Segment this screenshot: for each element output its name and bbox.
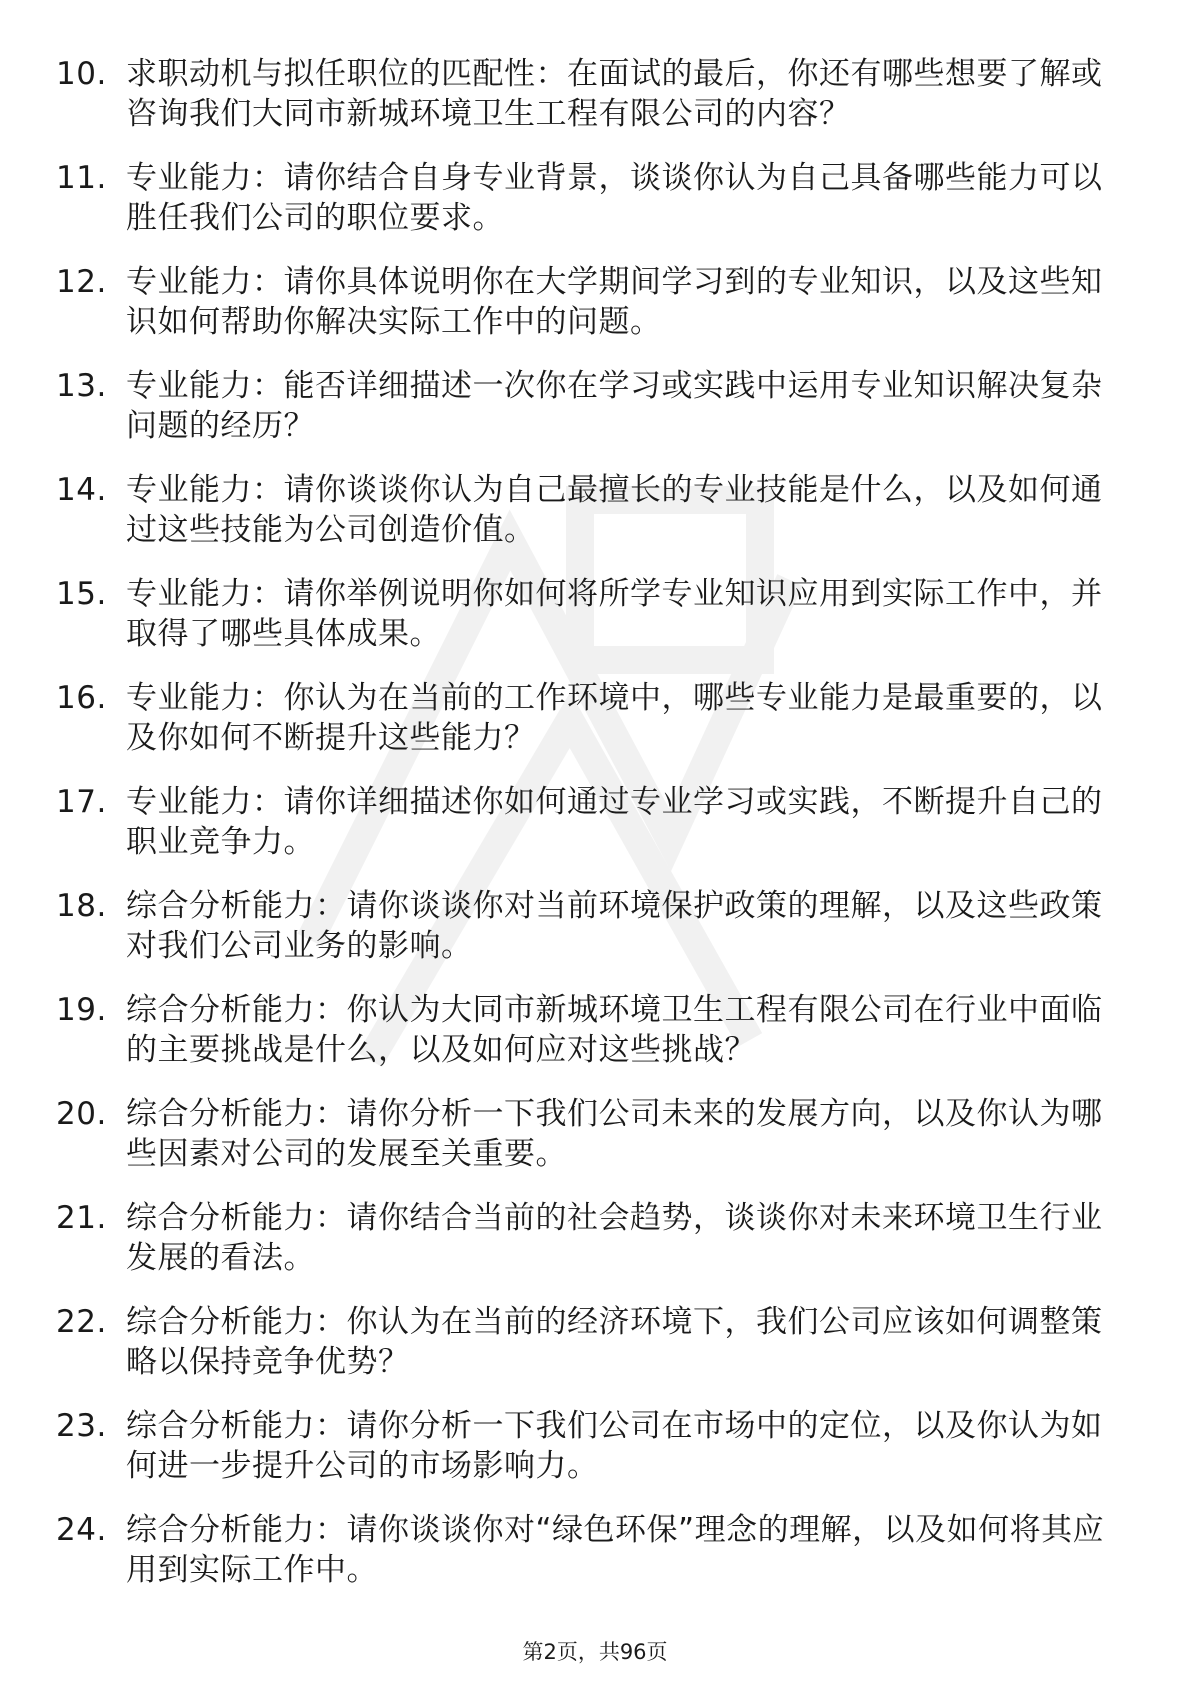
question-number: 21. xyxy=(56,1200,107,1236)
question-text: 综合分析能力：请你谈谈你对当前环境保护政策的理解，以及这些政策对我们公司业务的影响。 xyxy=(126,888,1103,964)
question-text: 专业能力：能否详细描述一次你在学习或实践中运用专业知识解决复杂问题的经历？ xyxy=(126,368,1103,444)
question-text: 综合分析能力：请你结合当前的社会趋势，谈谈你对未来环境卫生行业发展的看法。 xyxy=(126,1200,1103,1276)
question-item xyxy=(56,54,1136,158)
question-item xyxy=(56,1094,1136,1198)
question-number: 14. xyxy=(56,472,107,508)
question-text: 专业能力：你认为在当前的工作环境中，哪些专业能力是最重要的，以及你如何不断提升这些能力？ xyxy=(126,680,1103,756)
question-text: 专业能力：请你谈谈你认为自己最擅长的专业技能是什么，以及如何通过这些技能为公司创造价值。 xyxy=(126,472,1103,548)
question-number: 11. xyxy=(56,160,107,196)
question-item xyxy=(56,366,1136,470)
question-text: 综合分析能力：请你分析一下我们公司在市场中的定位，以及你认为如何进一步提升公司的市场影响力。 xyxy=(126,1408,1103,1484)
question-number: 17. xyxy=(56,784,107,820)
question-item xyxy=(56,1302,1136,1406)
question-text: 综合分析能力：你认为大同市新城环境卫生工程有限公司在行业中面临的主要挑战是什么，以及如何应对这些挑战？ xyxy=(126,992,1103,1068)
question-number: 16. xyxy=(56,680,107,716)
question-number: 12. xyxy=(56,264,107,300)
question-item xyxy=(56,158,1136,262)
question-item xyxy=(56,574,1136,678)
question-number: 24. xyxy=(56,1512,107,1548)
question-text: 综合分析能力：请你谈谈你对“绿色环保”理念的理解，以及如何将其应用到实际工作中。 xyxy=(126,1512,1105,1588)
question-number: 23. xyxy=(56,1408,107,1444)
question-item xyxy=(56,678,1136,782)
question-text: 综合分析能力：你认为在当前的经济环境下，我们公司应该如何调整策略以保持竞争优势？ xyxy=(126,1304,1103,1380)
question-number: 22. xyxy=(56,1304,107,1340)
question-list xyxy=(56,54,1136,1614)
question-item xyxy=(56,1198,1136,1302)
question-text: 专业能力：请你举例说明你如何将所学专业知识应用到实际工作中，并取得了哪些具体成果。 xyxy=(126,576,1103,652)
question-item xyxy=(56,262,1136,366)
question-item xyxy=(56,1510,1136,1614)
question-text: 专业能力：请你具体说明你在大学期间学习到的专业知识，以及这些知识如何帮助你解决实际工作中的问题。 xyxy=(126,264,1103,340)
question-item xyxy=(56,470,1136,574)
page-number-footer: 第2页，共96页 xyxy=(522,1640,668,1664)
question-item xyxy=(56,1406,1136,1510)
question-text: 专业能力：请你详细描述你如何通过专业学习或实践，不断提升自己的职业竞争力。 xyxy=(126,784,1103,860)
question-item xyxy=(56,886,1136,990)
question-number: 10. xyxy=(56,56,107,92)
question-number: 15. xyxy=(56,576,107,612)
question-text: 求职动机与拟任职位的匹配性：在面试的最后，你还有哪些想要了解或咨询我们大同市新城环境卫生工程有限公司的内容？ xyxy=(126,56,1103,132)
question-number: 13. xyxy=(56,368,107,404)
question-text: 专业能力：请你结合自身专业背景，谈谈你认为自己具备哪些能力可以胜任我们公司的职位要求。 xyxy=(126,160,1103,236)
question-text: 综合分析能力：请你分析一下我们公司未来的发展方向，以及你认为哪些因素对公司的发展至关重要。 xyxy=(126,1096,1103,1172)
question-number: 18. xyxy=(56,888,107,924)
question-item xyxy=(56,782,1136,886)
question-number: 19. xyxy=(56,992,107,1028)
question-item xyxy=(56,990,1136,1094)
question-number: 20. xyxy=(56,1096,107,1132)
